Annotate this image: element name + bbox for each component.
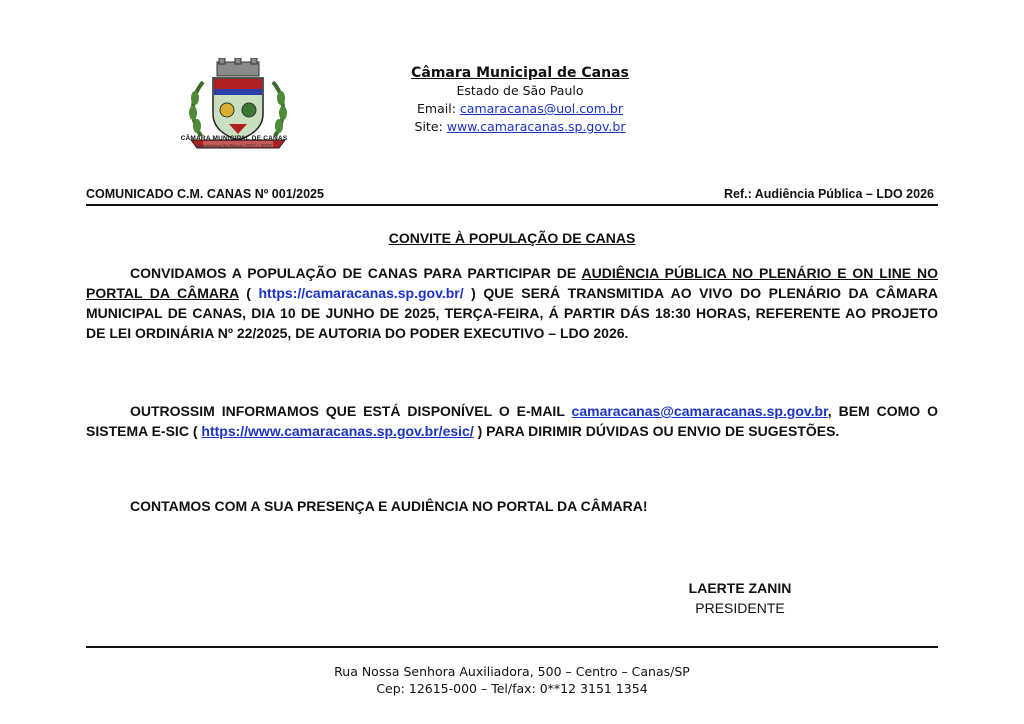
logo-caption: CÂMARA MUNICIPAL DE CANAS [180,135,288,142]
header-divider [86,204,938,206]
site-label: Site: [414,119,443,134]
letterhead [340,64,700,136]
signatory-role: PRESIDENTE [695,600,785,616]
logo-subcaption: Administração Biênio 2021 / 2022 [196,144,272,150]
information-paragraph [86,401,938,441]
site-line [340,118,700,136]
p2-text-c: ) PARA DIRIMIR DÚVIDAS OU ENVIO DE SUGESTÕES. [473,423,840,439]
closing-paragraph: CONTAMOS COM A SUA PRESENÇA E AUDIÊNCIA NO PORTAL DA CÂMARA! [130,498,648,514]
header-site-link[interactable]: www.camaracanas.sp.gov.br [446,119,626,134]
signatory-name: LAERTE ZANIN [688,580,792,596]
footer-divider [86,646,938,648]
p1-text-c: ) QUE SERÁ TRANSMITIDA AO VIVO DO PLENÁRIO DA CÂMARA MUNICIPAL DE CANAS, DIA 10 DE JUNHO DE 2025, TERÇA-FEIRA, Á PARTIR DÁS 18:30 HORAS, REFERENTE AO PROJETO DE LEI ORDINÁRIA Nº 22/2025, DE AUTORIA DO PODER EXECUTIVO – LDO 2026. [86,285,938,341]
email-label: Email: [417,101,456,116]
header-email-link[interactable]: camaracanas@uol.com.br [459,101,623,116]
state-line: Estado de São Paulo [456,83,584,98]
contact-email-link[interactable]: camaracanas@camaracanas.sp.gov.br [571,403,828,419]
esic-link[interactable]: https://www.camaracanas.sp.gov.br/esic/ [201,423,474,439]
footer [262,663,762,697]
p2-text-a: OUTROSSIM INFORMAMOS QUE ESTÁ DISPONÍVEL O E-MAIL [130,403,572,419]
p2-text-b: , BEM COMO O SISTEMA E-SIC ( [86,403,938,439]
invitation-paragraph [86,263,938,343]
email-line [340,100,700,118]
communique-number: COMUNICADO C.M. CANAS Nº 001/2025 [86,187,324,201]
portal-link[interactable]: https://camaracanas.sp.gov.br/ [258,285,464,301]
p1-text-b: ( [238,285,259,301]
p1-text-a: CONVIDAMOS A POPULAÇÃO DE CANAS PARA PARTICIPAR DE [130,265,582,281]
reference-subject: Ref.: Audiência Pública – LDO 2026 [723,187,934,201]
document-title: CONVITE À POPULAÇÃO DE CANAS [388,230,636,246]
footer-contact: Cep: 12615-000 – Tel/fax: 0**12 3151 1354 [376,681,648,696]
footer-address: Rua Nossa Senhora Auxiliadora, 500 – Centro – Canas/SP [334,664,690,679]
p1-underlined: AUDIÊNCIA PÚBLICA NO PLENÁRIO E ON LINE NO PORTAL DA CÂMARA [86,265,938,301]
institution-title: Câmara Municipal de Canas [411,65,629,81]
